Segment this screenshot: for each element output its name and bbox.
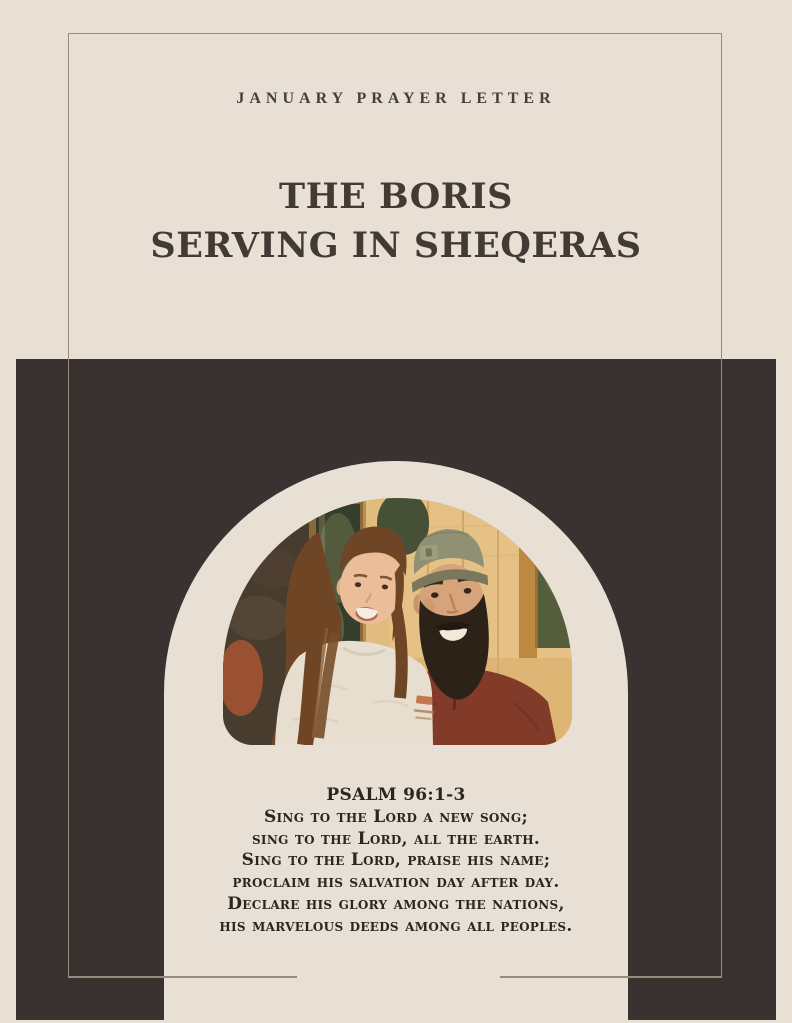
scripture-line: sing to the Lord, all the earth. — [251, 828, 541, 849]
scripture-line: Declare his glory among the nations, — [227, 893, 565, 914]
scripture-line: Sing to the Lord a new song; — [263, 806, 529, 827]
frame-bottom-line-right — [500, 976, 722, 978]
page-title — [0, 172, 792, 270]
frame-bottom-line-left — [68, 976, 297, 978]
scripture-reference: PSALM 96:1-3 — [326, 785, 466, 805]
scripture-line: his marvelous deeds among all peoples. — [219, 915, 573, 936]
scripture-line: proclaim his salvation day after day. — [232, 872, 560, 893]
scripture-line: Sing to the Lord, praise his name; — [241, 850, 551, 871]
eyebrow-label: JANUARY PRAYER LETTER — [236, 90, 556, 107]
page-title-line1: THE BORIS — [279, 176, 513, 217]
scripture-block — [164, 785, 628, 938]
page-title-line2: SERVING IN SHEQERAS — [150, 225, 642, 266]
